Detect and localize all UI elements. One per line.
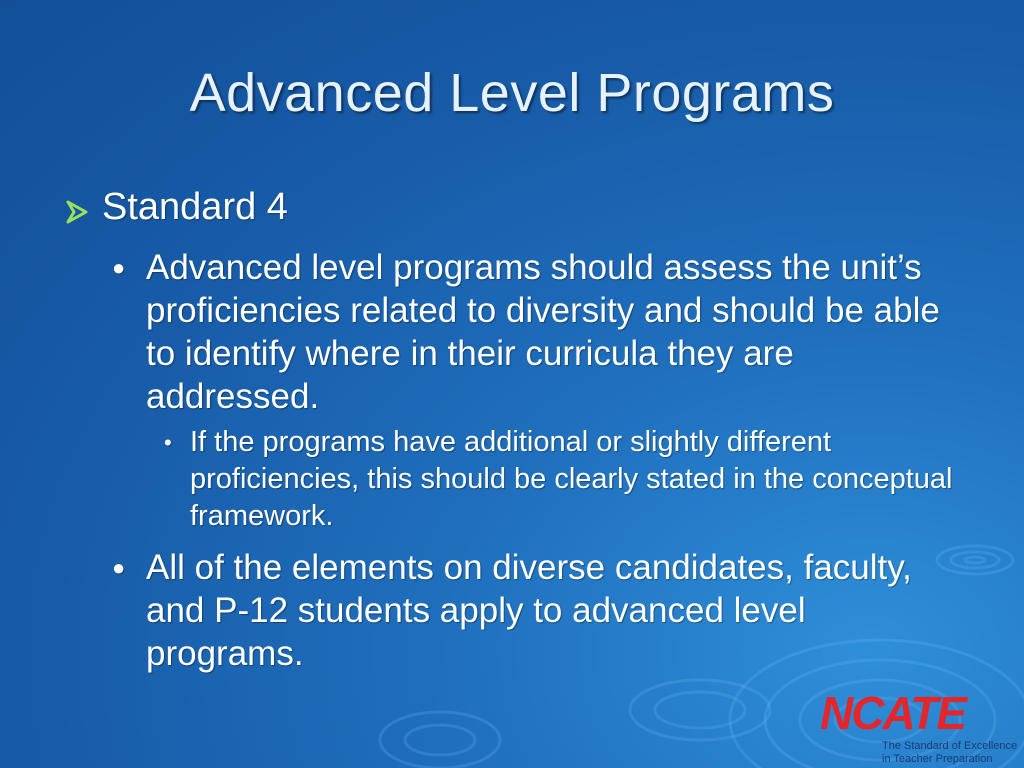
bullet-text: Advanced level programs should assess the unit’s proficiencies related to diversity and should be able to identify where in their curricula they are addressed. [146, 248, 940, 416]
logo-tagline-line1: The Standard of Excellence [882, 740, 1018, 752]
bullet-dot-icon: ● [112, 555, 126, 580]
logo-tagline [882, 740, 1024, 766]
logo-wordmark: NCATE [820, 687, 966, 739]
slide-title: Advanced Level Programs [189, 63, 835, 123]
sub-bullet-text: If the programs have additional or slightly different proficiencies, this should be clearly stated in the conceptual framework. [190, 426, 953, 532]
logo-tagline-line2: in Teacher Preparation [882, 753, 993, 765]
ncate-logo [820, 688, 1020, 768]
arrow-right-icon [64, 192, 90, 235]
level1-label: Standard 4 [102, 186, 288, 228]
bullet-text: All of the elements on diverse candidates, faculty, and P-12 students apply to advanced level programs. [146, 548, 912, 673]
bullet-dot-icon: • [164, 430, 172, 455]
bullet-dot-icon: ● [112, 255, 126, 280]
